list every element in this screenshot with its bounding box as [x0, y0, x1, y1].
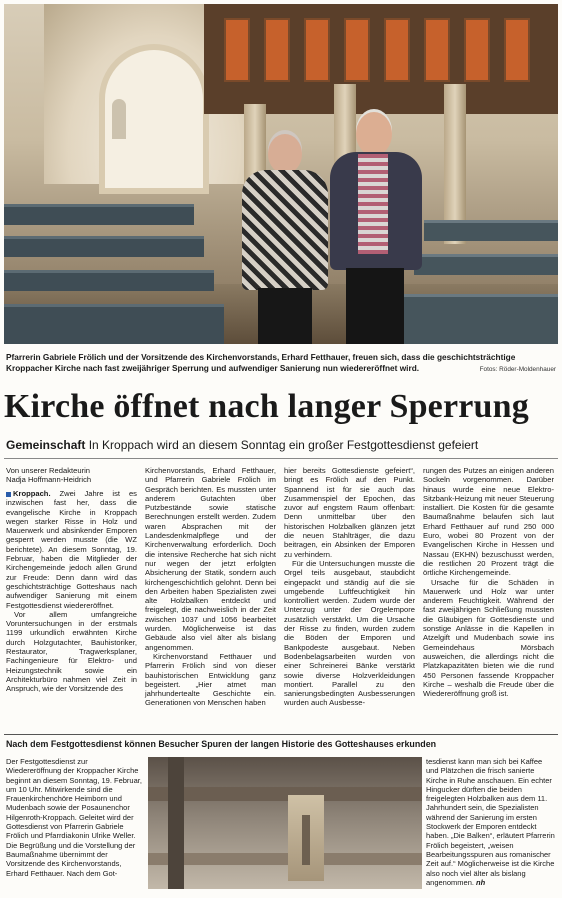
- kicker: [6, 438, 478, 452]
- paragraph: Kirchenvorstand Fetthauer und Pfarrerin Frölich sind von dieser bauhistorischen Entwicklung ganz begeistert. „Hier atmet man jahrhundertealte Geschichte ein. Generationen von Menschen haben: [145, 651, 276, 708]
- person-chairman: [326, 112, 426, 344]
- person-pastor: [232, 134, 338, 344]
- author-initials: nh: [476, 877, 486, 887]
- info-box: [4, 734, 558, 895]
- pew: [4, 270, 214, 291]
- photo-caption: Pfarrerin Gabriele Frölich und der Vorsitzende des Kirchenvorstands, Erhard Fetthauer, freuen sich, dass die geschichtsträchtige Kroppacher Kirche nach fast zweijähriger Sperrung und aufwendiger Sanierung nun wiedereröffnet wird.: [6, 352, 516, 373]
- byline: [6, 466, 136, 485]
- byline-author: Nadja Hoffmann-Heidrich: [6, 475, 92, 485]
- paragraph: Ursache für die Schäden in Mauerwerk und Holz war unter anderem Feuchtigkeit. Während der fast zweijährigen Schließung mussten die Gläubigen für Gottesdienste und sonstige Anlässe in die Kapellen in Atzelgift und Mudenbach sowie ins Gemeindehaus Mörsbach ausweichen, die allerdings nicht die Platzkapazitäten bieten wie die rund 450 Personen fassende Kroppacher Kirche – weshalb die Freude über die Wiedereröffnung groß ist.: [423, 577, 554, 699]
- paragraph: rungen des Putzes an einigen anderen Sockeln vorgenommen. Darüber hinaus wurde eine neue Elektro-Sitzbank-Heizung mit neuer Steuerung installiert. Die Kosten für die gesamte Baumaßnahme belaufen sich laut Erhard Fetthauer auf rund 250 000 Euro, wobei 80 Prozent von der Evangelischen Kirche in Hessen und Nassau (EKHN) bezuschusst werden, die restlichen 20 Prozent trägt die örtliche Kirchengemeinde.: [423, 466, 554, 578]
- pew: [4, 304, 224, 344]
- paragraph: tesdienst kann man sich bei Kaffee und Plätzchen die frisch sanierte Kirche in Ruhe anschauen. Ein echter Hingucker dürften die beiden freigelegten Holzbalken aus dem 11. Jahrhundert sein, die Spezialisten während der Sanierung im ersten Stockwerk der Emporen entdeckt haben. „Die Balken“, erläutert Pfarrerin Frölich begeistert, „weisen Bearbeitungsspuren aus romanischer Zeit auf.“ Möglicherweise ist die Kirche also noch viel älter als bislang angenommen.: [426, 757, 555, 887]
- pew: [414, 254, 558, 275]
- info-box-left-text: Der Festgottesdienst zur Wiedereröffnung der Kroppacher Kirche beginnt an diesem Sonntag, 19. Februar, um 10 Uhr. Mitwirkende sind die Frauenkirchenchöre Heimborn und Mudenbach sowie der Posaunenchor Hilgenroth-Kroppach. Geleitet wird der Gottesdienst von Pfarrerin Gabriele Frölich und Pfarrdiakonin Ulrike Weller. Die Begrüßung und die Vorstellung der Baumaßnahme übernimmt der Vorsitzende des Kirchenvorstands, Erhard Fetthauer. Nach dem Got-: [6, 757, 142, 878]
- pew: [4, 204, 194, 225]
- pew: [4, 236, 204, 257]
- article-column-3: [284, 466, 415, 708]
- paragraph: Kirchenvorstands, Erhard Fetthauer, und Pfarrerin Gabriele Frölich im Gespräch berichten. Es mussten unter anderem Gutachten über Putzbestände sowie statische Berechnungen erstellt werden. Zudem waren Absprachen mit der Landesdenkmalpflege und der Kirchenverwaltung erforderlich. Doch die intensive Recherche hat sich nicht nur wegen der jetzt erfolgten Absicherung der Statik, sondern auch kirchengeschichtlich gelohnt. Denn bei den Arbeiten haben Spezialisten zwei alte Holzbalken entdeckt und freigelegt, die nachweislich in der Zeit zwischen 1037 und 1056 bearbeitet wurden. Möglicherweise ist das Gebäude also viel älter als bislang angenommen.: [145, 466, 276, 652]
- divider: [4, 458, 558, 459]
- kicker-label: Gemeinschaft: [6, 438, 86, 452]
- paragraph: Vor allem umfangreiche Voruntersuchungen in der erstmals 1199 urkundlich erwähnten Kirche durch Holzgutachter, Bauhistoriker, Restaurator, Tragwerksplaner, Fachingenieure für Elektro- und Heizungstechnik sowie ein Architekturbüro nahmen viel Zeit in Anspruch, wie der Vorsitzende des: [6, 609, 137, 694]
- kicker-text: In Kroppach wird an diesem Sonntag ein großer Festgottesdienst gefeiert: [88, 438, 479, 452]
- pew: [404, 294, 558, 344]
- square-marker-icon: [6, 492, 11, 497]
- photo-credit: Fotos: Röder-Moldenhauer: [479, 366, 556, 373]
- church-interior-photo: [4, 4, 558, 344]
- article-column-1: [6, 489, 137, 694]
- byline-role: Von unserer Redakteurin: [6, 466, 91, 475]
- article-column-4: [423, 466, 554, 698]
- headline: Kirche öffnet nach langer Sperrung: [4, 388, 529, 425]
- altar-window: [112, 99, 126, 139]
- dateline: Kroppach.: [13, 489, 51, 498]
- paragraph: hier bereits Gottesdienste gefeiert“, bringt es Frölich auf den Punkt. Spannend ist für sie auch das Zusammenspiel der Epochen, das zuvor auf engstem Raum offenbart: Denn unmittelbar über den historischen Holzbalken glänzen jetzt die neuen Stahlträger, die dazu beitragen, ein Absinken der Emporen zu verhindern.: [284, 466, 415, 559]
- info-box-title: Nach dem Festgottesdienst können Besucher Spuren der langen Historie des Gotteshauses erkunden: [6, 739, 437, 749]
- wooden-beam-photo: [148, 757, 422, 889]
- wooden-gallery: [204, 4, 558, 114]
- pew: [424, 220, 558, 241]
- paragraph: Für die Untersuchungen musste die Orgel teils ausgebaut, staubdicht eingepackt und ständig auf die sie umgebende Luftfeuchtigkeit hin kontrolliert werden. Zudem wurde der Unterzug unter der Orgelempore zusätzlich verstärkt. Um die Ursache der Risse zu finden, wurden zudem die Böden der Emporen und Bankpodeste ausgebaut. Neben Bodenbelagsarbeiten wurden von einer Schreinerei Bänke verstärkt sowie diverse Holzverkleidungen montiert. Parallel zu den sanierungsbedingten Ausbesserungen wurden auch Ausbesse-: [284, 558, 415, 708]
- paragraph: Zwei Jahre ist es inzwischen fast her, dass die evangelische Kirche in Kroppach wegen starker Risse in Holz und Mauerwerk und absinkender Emporen gesperrt werden musste (die WZ berichtete). An diesem Sonntag, 19. Februar, haben die Mitglieder der Kirchengemeinde jedoch allen Grund zur Freude: Denn dann wird das geschichtsträchtige Gotteshaus nach aufwendiger Sanierung mit einem Festgottesdienst wiedereröffnet.: [6, 489, 137, 610]
- info-box-right-text: [426, 757, 556, 887]
- article-column-2: [145, 466, 276, 708]
